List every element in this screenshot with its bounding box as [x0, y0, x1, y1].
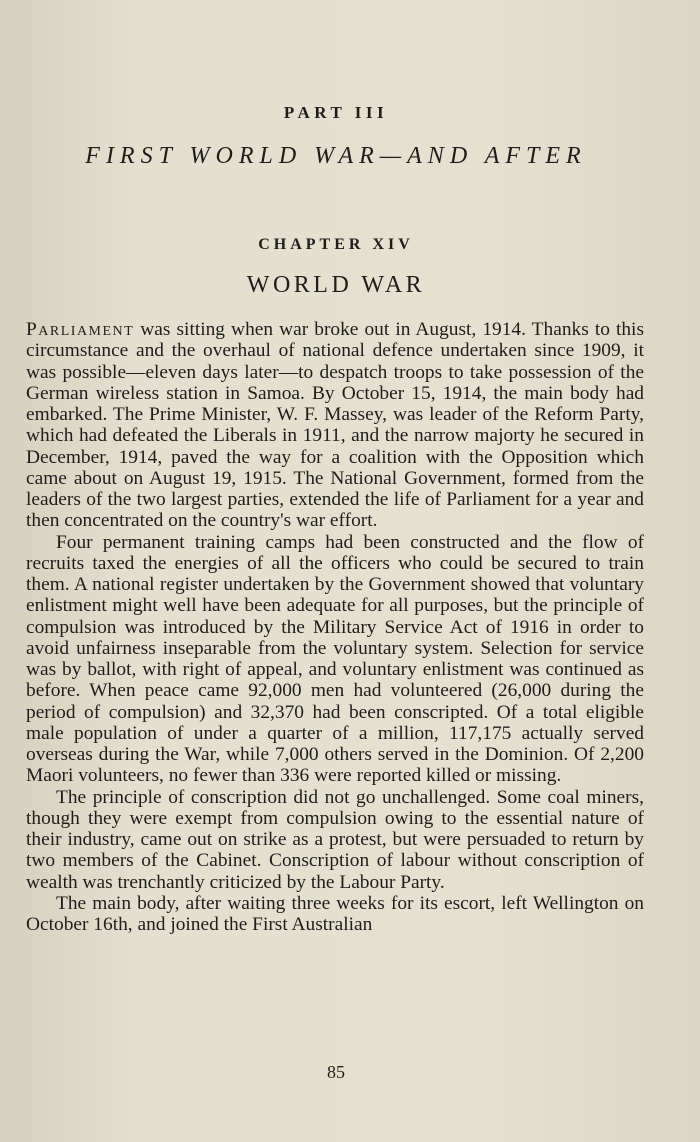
paragraph-4: The main body, after waiting three weeks for its escort, left Wellington on October 16th, and joined the First Australian — [26, 892, 644, 935]
paragraph-3: The principle of conscription did not go unchallenged. Some coal miners, though they were exempt from compulsion owing to the essential nature of their industry, came out on strike as a protest, but were persuaded to return by two members of the Cabinet. Conscription of labour without conscription of wealth was trenchantly criticized by the Labour Party. — [26, 786, 644, 893]
part-title: FIRST WORLD WAR—AND AFTER — [85, 143, 587, 169]
body-text — [26, 319, 644, 935]
paragraph-lead-word: Parliament — [26, 319, 135, 340]
part-heading: PART III — [283, 103, 389, 122]
chapter-title: WORLD WAR — [246, 272, 426, 298]
page-number: 85 — [327, 1062, 345, 1082]
paragraph-2: Four permanent training camps had been constructed and the flow of recruits taxed the energies of all the officers who could be secured to train them. A national register undertaken by the Government showed that voluntary enlistment might well have been adequate for all purposes, but the principle of compulsion was introduced by the Military Service Act of 1916 in order to avoid unfairness inseparable from the voluntary system. Selection for service was by ballot, with right of appeal, and voluntary enlistment was continued as before. When peace came 92,000 men had volunteered (26,000 during the period of compulsion) and 32,370 had been conscripted. Of a total eligible male population of under a quarter of a million, 117,175 actually served overseas during the War, while 7,000 others served in the Dominion. Of 2,200 Maori volunteers, no fewer than 336 were reported killed or missing. — [26, 531, 644, 787]
paragraph-1 — [26, 319, 644, 532]
paragraph-1-text: was sitting when war broke out in August, 1914. Thanks to this circumstance and the overhaul of national defence undertaken since 1909, it was possible—eleven days later—to despatch troops to take possession of the German wireless station in Samoa. By October 15, 1914, the main body had embarked. The Prime Minister, W. F. Massey, was leader of the Reform Party, which had defeated the Liberals in 1911, and the narrow majorty he secured in December, 1914, paved the way for a coalition with the Opposition which came about on August 19, 1915. The National Government, formed from the leaders of the two largest parties, extended the life of Parliament for a year and then concentrated on the country's war effort. — [26, 319, 644, 532]
chapter-label: CHAPTER XIV — [258, 236, 414, 253]
